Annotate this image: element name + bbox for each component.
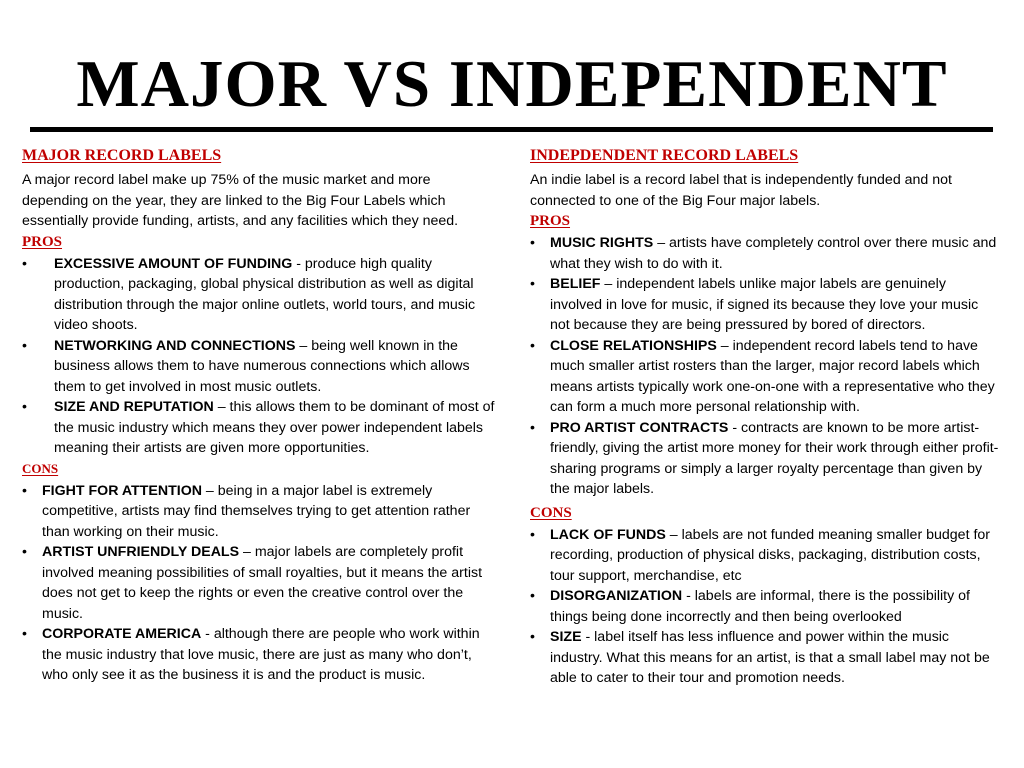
title-divider: [30, 127, 993, 132]
bullet-icon: •: [22, 337, 27, 354]
item-text: – being well known in the business allows them to have numerous connections which allows them to get involved in most music outlets.: [54, 337, 470, 395]
bullet-icon: •: [22, 255, 27, 272]
bullet-icon: •: [22, 482, 27, 499]
item-term: DISORGANIZATION: [550, 588, 683, 604]
list-item: [22, 481, 500, 543]
item-text: – major labels are completely profit involved meaning possibilities of small royalties, but it means the artist does not get to keep the rights or even the creative control over the music.: [42, 544, 483, 622]
list-item: [530, 274, 1000, 336]
list-item: [22, 397, 500, 459]
list-item: [530, 627, 1000, 689]
item-text: – independent record labels tend to have much smaller artist rosters than the larger, major record labels which means artists typically work one-on-one with a representative who they can form a much more personal relationship with.: [550, 337, 995, 415]
bullet-icon: •: [530, 629, 535, 645]
bullet-icon: •: [530, 588, 535, 604]
list-item: [530, 586, 1000, 627]
item-term: SIZE AND REPUTATION: [54, 399, 214, 415]
bullet-icon: •: [22, 399, 27, 415]
item-term: FIGHT FOR ATTENTION: [42, 482, 202, 499]
bullet-icon: •: [530, 276, 535, 292]
list-item: [22, 542, 500, 624]
item-text: – this allows them to be dominant of most of the music industry which means they over power independent labels meaning their artists are given more opportunities.: [54, 399, 495, 456]
item-text: – labels are not funded meaning smaller budget for recording, production of physical disks, packaging, distribution costs, tour support, merchandise, etc: [550, 526, 991, 584]
list-item: [530, 418, 1000, 500]
bullet-icon: •: [530, 235, 535, 251]
major-pros-label: PROS: [22, 233, 63, 250]
bullet-icon: •: [22, 626, 27, 642]
list-item: [22, 624, 500, 686]
independent-pros-list: [530, 233, 1000, 500]
item-term: CLOSE RELATIONSHIPS: [550, 337, 717, 354]
independent-cons-list: [530, 525, 1000, 689]
independent-cons-label: CONS: [530, 504, 572, 521]
item-text: - produce high quality production, packaging, global physical distribution as well as digital distribution through the major online outlets, world tours, and music video shoots.: [54, 255, 476, 333]
list-item: [530, 525, 1000, 587]
major-pros-list: [22, 254, 500, 459]
independent-pros-label: PROS: [530, 213, 571, 229]
major-cons-label: CONS: [22, 460, 59, 476]
item-term: PRO ARTIST CONTRACTS: [550, 419, 729, 436]
major-heading: MAJOR RECORD LABELS: [22, 147, 222, 164]
bullet-icon: •: [530, 337, 535, 354]
item-term: EXCESSIVE AMOUNT OF FUNDING: [54, 255, 293, 272]
list-item: [22, 336, 500, 398]
bullet-icon: •: [530, 526, 535, 543]
item-term: ARTIST UNFRIENDLY DEALS: [42, 544, 240, 560]
item-text: – independent labels unlike major labels are genuinely involved in love for music, if signed its because they love your music not because they are being pressured by bored of directors.: [550, 276, 979, 333]
item-term: NETWORKING AND CONNECTIONS: [54, 337, 296, 354]
item-term: BELIEF: [550, 276, 601, 292]
page-title: MAJOR VS INDEPENDENT: [76, 47, 948, 121]
item-text: - labels are informal, there is the possibility of things being done incorrectly and then being overlooked: [550, 588, 970, 625]
list-item: [530, 336, 1000, 418]
item-term: MUSIC RIGHTS: [550, 235, 654, 251]
major-labels-column: [22, 146, 500, 686]
bullet-icon: •: [530, 419, 535, 436]
item-text: - although there are people who work within the music industry that love music, there are just as many who don’t, who only see it as the business it is and the product is music.: [42, 626, 480, 683]
bullet-icon: •: [22, 544, 27, 560]
item-term: CORPORATE AMERICA: [42, 626, 202, 642]
list-item: [22, 254, 500, 336]
major-intro: A major record label make up 75% of the music market and more depending on the year, they are linked to the Big Four Labels which essentially provide funding, artists, and any facilities which they need.: [22, 172, 459, 229]
independent-intro: An indie label is a record label that is independently funded and not connected to one of the Big Four major labels.: [530, 172, 952, 209]
list-item: [530, 233, 1000, 274]
major-cons-list: [22, 481, 500, 686]
item-text: - contracts are known to be more artist-friendly, giving the artist more money for their work through either profit-sharing programs or simply a larger royalty percentage than given by the major labels.: [550, 419, 999, 497]
item-text: – artists have completely control over there music and what they wish to do with it.: [550, 235, 997, 272]
item-term: SIZE: [550, 629, 582, 645]
item-text: - label itself has less influence and power within the music industry. What this means for an artist, is that a small label may not be able to cater to their tour and promotion needs.: [550, 629, 990, 686]
independent-heading: INDEPDENDENT RECORD LABELS: [530, 147, 799, 164]
item-term: LACK OF FUNDS: [550, 526, 666, 543]
item-text: – being in a major label is extremely competitive, artists may find themselves trying to get attention rather than working on their music.: [42, 482, 471, 540]
independent-labels-column: [530, 146, 1000, 689]
